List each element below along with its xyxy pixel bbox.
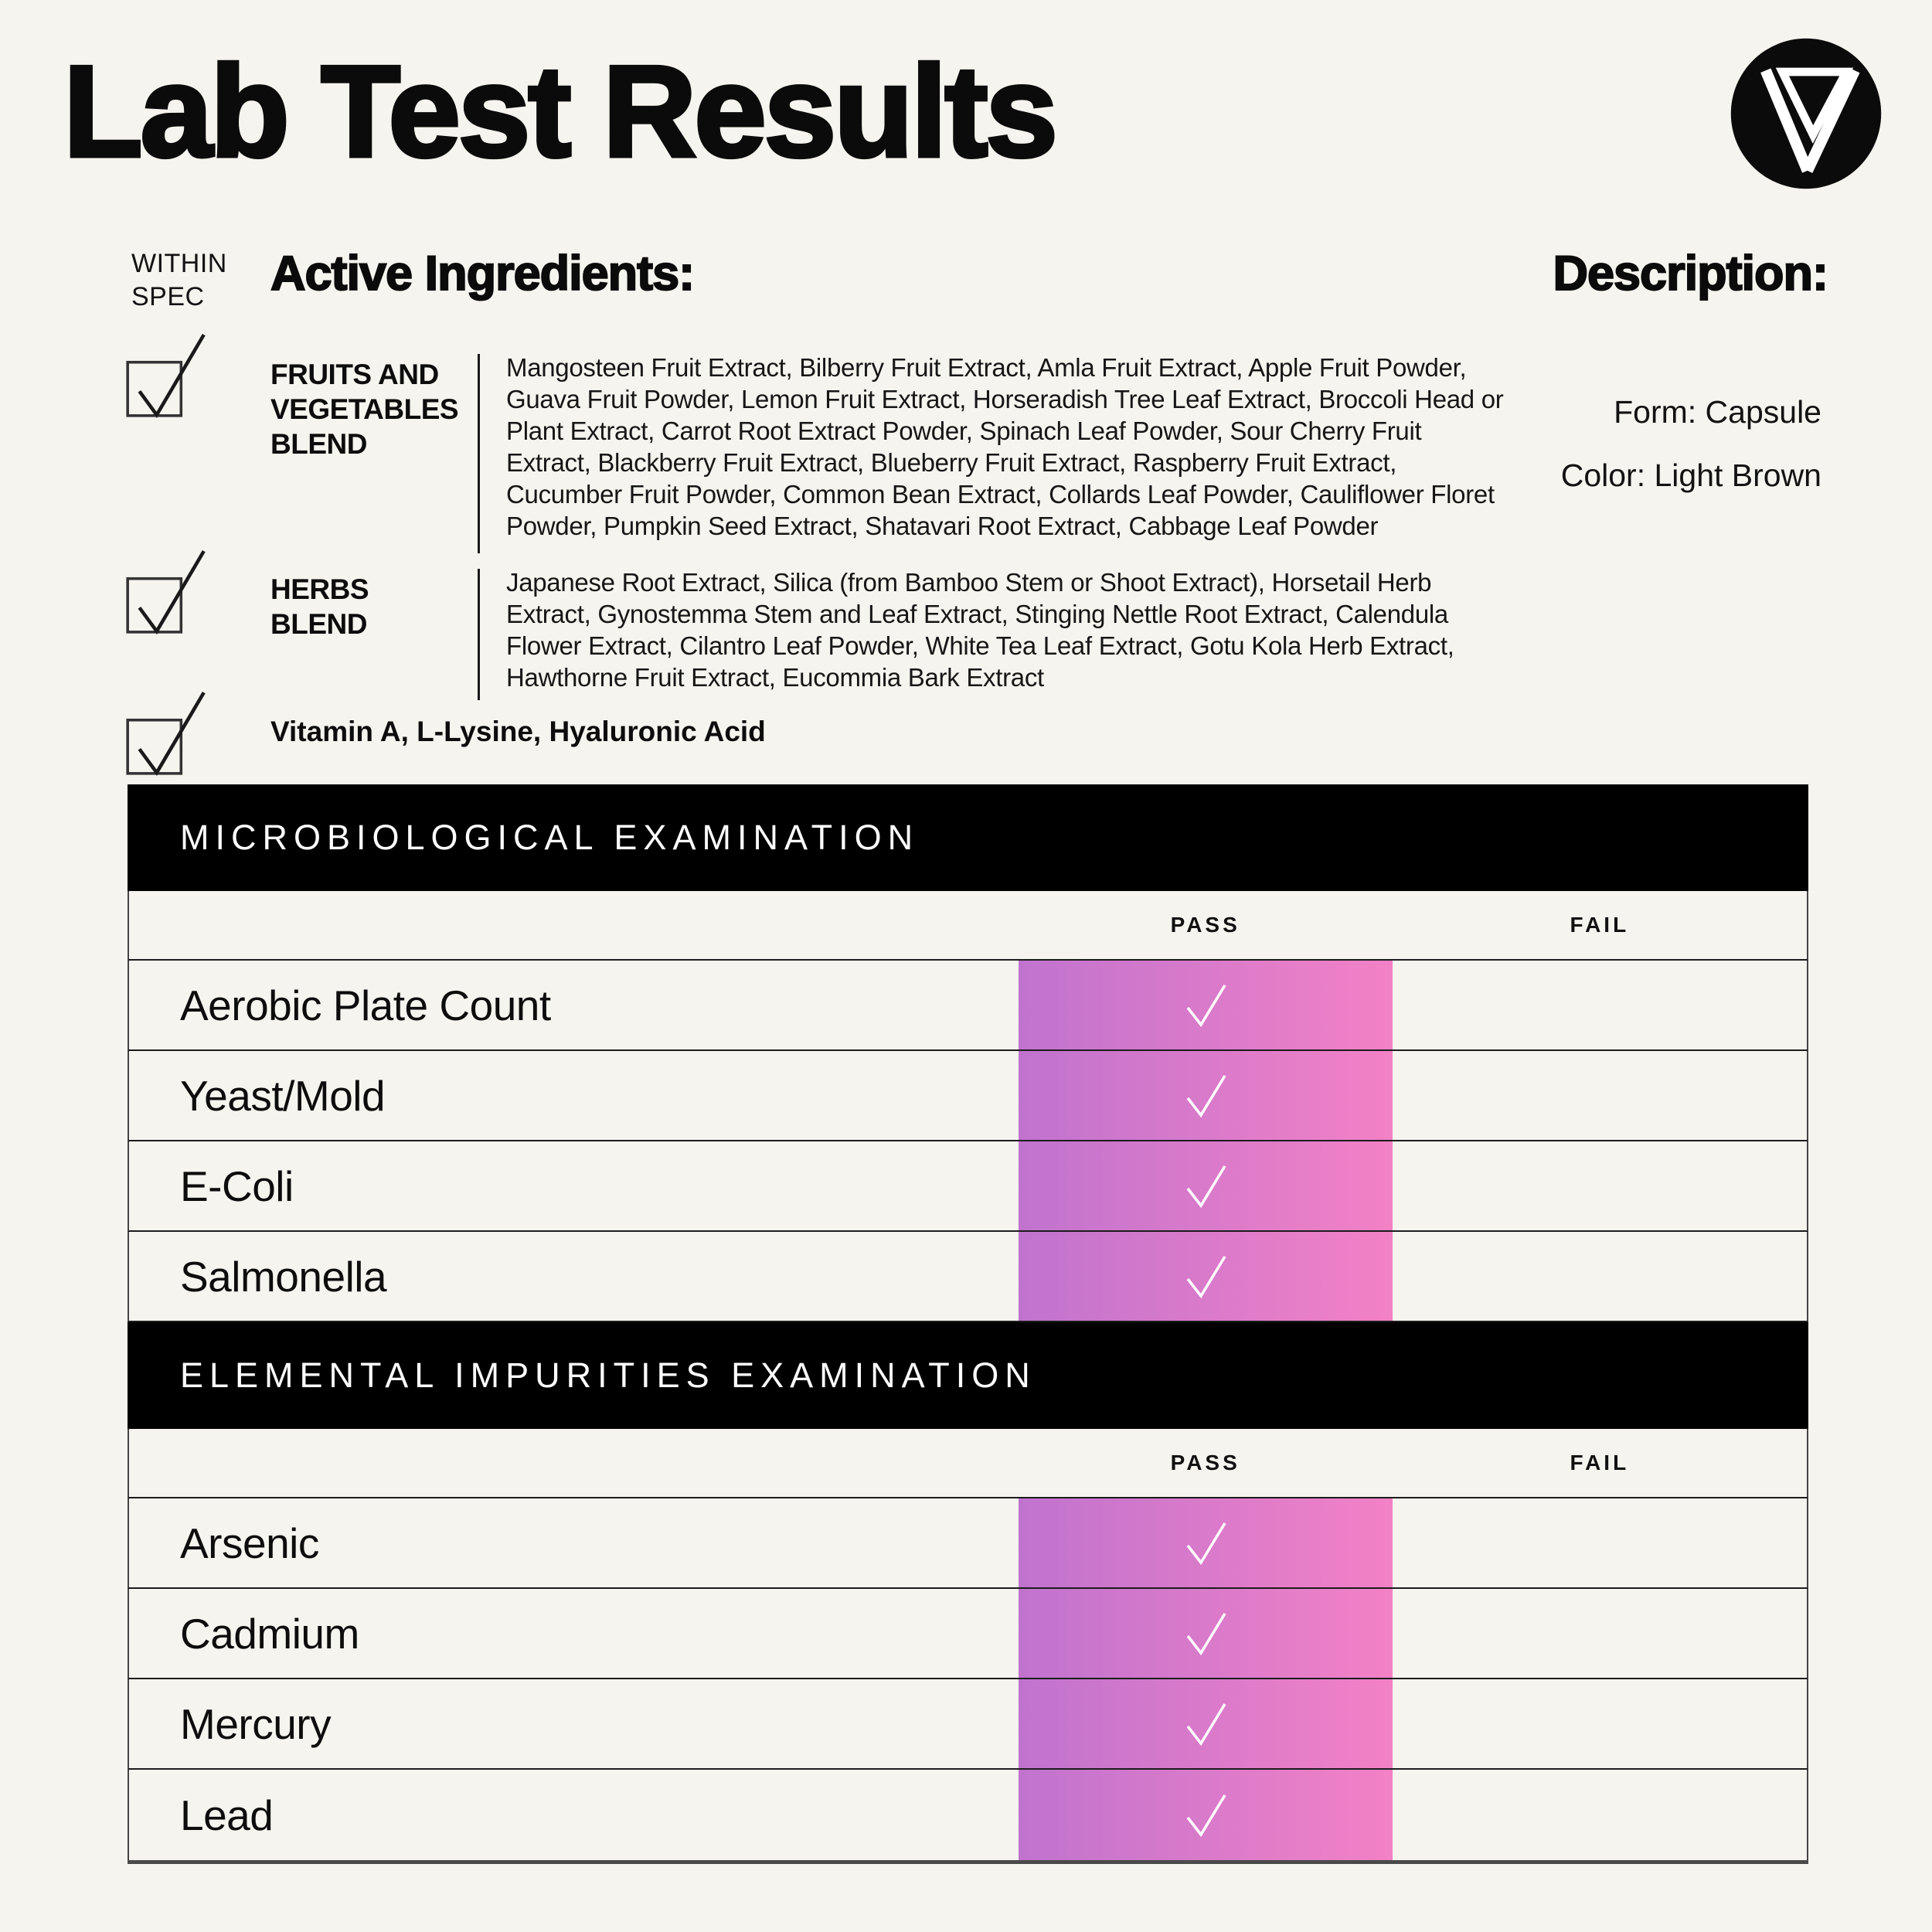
test-name: Mercury	[180, 1699, 332, 1748]
table-row	[128, 1141, 1808, 1232]
pass-checkmark-icon	[1182, 1610, 1230, 1658]
description-color: Color: Light Brown	[1560, 457, 1821, 493]
pass-cell	[1019, 1141, 1393, 1230]
table-row	[128, 1051, 1808, 1141]
table-bottom-rule	[128, 1860, 1808, 1864]
pass-checkmark-icon	[1182, 1791, 1230, 1839]
section-title-bar	[128, 1322, 1808, 1429]
checkbox-checked-icon	[124, 686, 210, 781]
test-name: Aerobic Plate Count	[180, 981, 551, 1029]
pass-cell	[1019, 1589, 1393, 1678]
fail-cell	[1393, 1498, 1807, 1587]
description-form: Form: Capsule	[1614, 394, 1821, 430]
page-title: Lab Test Results	[63, 39, 1056, 184]
pass-checkmark-icon	[1182, 981, 1230, 1029]
table-header-row	[128, 891, 1808, 961]
fail-cell	[1393, 1232, 1807, 1321]
fail-cell	[1393, 1679, 1807, 1768]
description-items	[1561, 380, 1821, 507]
table-row	[128, 1770, 1808, 1860]
pass-cell	[1019, 1232, 1393, 1321]
section-title: MICROBIOLOGICAL EXAMINATION	[180, 818, 920, 857]
pass-column-header: PASS	[1170, 913, 1240, 937]
pass-checkmark-icon	[1182, 1162, 1230, 1210]
test-name: Salmonella	[180, 1252, 387, 1301]
checkbox-checked-icon	[124, 328, 210, 423]
test-name: E-Coli	[180, 1162, 294, 1210]
table-row	[128, 1589, 1808, 1679]
test-name: Lead	[180, 1791, 274, 1839]
brand-logo-icon	[1730, 37, 1883, 190]
extra-actives-text: Vitamin A, L-Lysine, Hyaluronic Acid	[270, 716, 766, 747]
pass-checkmark-icon	[1182, 1519, 1230, 1567]
elemental-impurities-section	[128, 1322, 1808, 1860]
section-title-bar	[128, 784, 1808, 891]
ingredients-text: Mangosteen Fruit Extract, Bilberry Fruit Extract, Amla Fruit Extract, Apple Fruit Powder, Guava Fruit Powder, Lemon Fruit Extract, Horseradish Tree Leaf Extract, Broccoli Head or Plant Extract, Carrot Root Extract Powder, Spinach Leaf Powder, Sour Cherry Fruit Extract, Blackberry Fruit Extract, Blueberry Fruit Extract, Raspberry Fruit Extract, Cucumber Fruit Powder, Common Bean Extract, Collards Leaf Powder, Cauliflower Floret Powder, Pumpkin Seed Extract, Shatavari Root Extract, Cabbage Leaf Powder	[506, 353, 1504, 540]
table-row	[128, 1232, 1808, 1322]
vertical-divider	[478, 569, 480, 700]
description-heading: Description:	[1553, 247, 1828, 301]
fail-cell	[1393, 1589, 1807, 1678]
checkbox-checked-icon	[124, 545, 210, 639]
ingredients-text: Japanese Root Extract, Silica (from Bamboo Stem or Shoot Extract), Horsetail Herb Extract, Gynostemma Stem and Leaf Extract, Stinging Nettle Root Extract, Calendula Flower Extract, Cilantro Leaf Powder, White Tea Leaf Extract, Gotu Kola Herb Extract, Hawthorne Fruit Extract, Eucommia Bark Extract	[506, 568, 1454, 692]
pass-cell	[1019, 1498, 1393, 1587]
active-ingredients-heading: Active Ingredients:	[270, 247, 695, 301]
pass-cell	[1019, 1679, 1393, 1768]
within-spec-label: WITHIN SPEC	[131, 249, 227, 311]
table-row	[128, 961, 1808, 1051]
pass-checkmark-icon	[1182, 1072, 1230, 1120]
fail-column-header: FAIL	[1570, 1451, 1630, 1475]
blend-label: HERBS BLEND	[270, 573, 369, 641]
pass-checkmark-icon	[1182, 1700, 1230, 1748]
blend-label: FRUITS AND VEGETABLES BLEND	[270, 359, 459, 461]
fail-column-header: FAIL	[1570, 913, 1630, 937]
fail-cell	[1393, 961, 1807, 1049]
pass-cell	[1019, 1051, 1393, 1140]
microbiological-examination-section	[128, 784, 1808, 1322]
table-row	[128, 1498, 1808, 1589]
pass-column-header: PASS	[1170, 1451, 1240, 1475]
vertical-divider	[478, 354, 480, 553]
test-name: Arsenic	[180, 1519, 319, 1567]
section-title: ELEMENTAL IMPURITIES EXAMINATION	[180, 1355, 1036, 1395]
fail-cell	[1393, 1141, 1807, 1230]
pass-cell	[1019, 1770, 1393, 1860]
table-header-row	[128, 1429, 1808, 1498]
fail-cell	[1393, 1770, 1807, 1860]
pass-cell	[1019, 961, 1393, 1049]
table-row	[128, 1679, 1808, 1770]
test-name: Cadmium	[180, 1609, 359, 1658]
test-name: Yeast/Mold	[180, 1071, 386, 1120]
results-tables	[128, 784, 1808, 1864]
pass-checkmark-icon	[1182, 1253, 1230, 1301]
fail-cell	[1393, 1051, 1807, 1140]
